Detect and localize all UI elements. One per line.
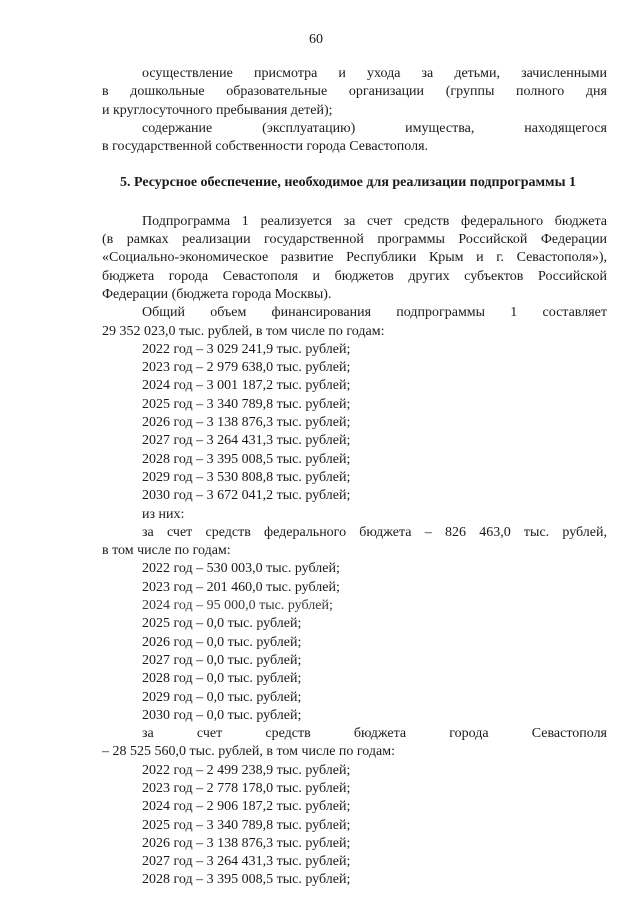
city-year-2027: 2027 год – 3 264 431,3 тыс. рублей;	[142, 854, 351, 870]
para1-line-3: «Социально-экономическое развитие Республики Крым и г. Севастополя»),	[102, 250, 607, 266]
total-year-2029: 2029 год – 3 530 808,8 тыс. рублей;	[142, 469, 351, 485]
federal-year-2028: 2028 год – 0,0 тыс. рублей;	[142, 671, 302, 687]
federal-year-2022: 2022 год – 530 003,0 тыс. рублей;	[142, 561, 340, 577]
city-line-2: – 28 525 560,0 тыс. рублей, в том числе по годам:	[102, 744, 395, 760]
total-year-2024: 2024 год – 3 001 187,2 тыс. рублей;	[142, 378, 351, 394]
total-year-2025: 2025 год – 3 340 789,8 тыс. рублей;	[142, 396, 351, 412]
of-them-label: из них:	[142, 506, 185, 522]
city-year-2024: 2024 год – 2 906 187,2 тыс. рублей;	[142, 799, 351, 815]
federal-year-2027: 2027 год – 0,0 тыс. рублей;	[142, 652, 302, 668]
federal-year-2025: 2025 год – 0,0 тыс. рублей;	[142, 616, 302, 632]
total-year-2030: 2030 год – 3 672 041,2 тыс. рублей;	[142, 488, 351, 504]
federal-line-2: в том числе по годам:	[102, 543, 231, 559]
city-year-2025: 2025 год – 3 340 789,8 тыс. рублей;	[142, 817, 351, 833]
intro-line-1: осуществление присмотра и ухода за детьми, зачисленными	[142, 66, 607, 81]
intro-line-4: содержание (эксплуатацию) имущества, находящегося	[142, 120, 607, 136]
para1-line-2: (в рамках реализации государственной программы Российской Федерации	[102, 232, 607, 248]
page-number: 60	[309, 32, 323, 47]
section-heading: 5. Ресурсное обеспечение, необходимое для реализации подпрограммы 1	[120, 175, 577, 191]
city-year-2023: 2023 год – 2 778 178,0 тыс. рублей;	[142, 780, 351, 796]
total-line-2: 29 352 023,0 тыс. рублей, в том числе по годам:	[102, 323, 385, 339]
city-year-2022: 2022 год – 2 499 238,9 тыс. рублей;	[142, 762, 351, 778]
total-year-2023: 2023 год – 2 979 638,0 тыс. рублей;	[142, 360, 351, 376]
federal-year-2029: 2029 год – 0,0 тыс. рублей;	[142, 689, 302, 705]
city-line-1: за счет средств бюджета города Севастополя	[142, 726, 607, 742]
intro-line-5: в государственной собственности города Севастополя.	[102, 139, 429, 155]
federal-year-2024: 2024 год – 95 000,0 тыс. рублей;	[142, 598, 333, 614]
intro-line-2: в дошкольные образовательные организации (группы полного дня	[102, 84, 607, 100]
federal-year-2030: 2030 год – 0,0 тыс. рублей;	[142, 707, 302, 723]
para1-line-4: бюджета города Севастополя и бюджетов других субъектов Российской	[102, 268, 607, 284]
document-body	[102, 65, 607, 890]
intro-line-3: и круглосуточного пребывания детей);	[102, 102, 333, 118]
total-year-2028: 2028 год – 3 395 008,5 тыс. рублей;	[142, 451, 351, 467]
federal-year-2026: 2026 год – 0,0 тыс. рублей;	[142, 634, 302, 650]
city-year-2028: 2028 год – 3 395 008,5 тыс. рублей;	[142, 872, 351, 888]
para1-line-5: Федерации (бюджета города Москвы).	[102, 286, 332, 302]
para1-line-1: Подпрограмма 1 реализуется за счет средств федерального бюджета	[142, 213, 607, 229]
total-line-1: Общий объем финансирования подпрограммы 1 составляет	[142, 305, 607, 321]
total-year-2022: 2022 год – 3 029 241,9 тыс. рублей;	[142, 341, 351, 357]
federal-line-1: за счет средств федерального бюджета – 826 463,0 тыс. рублей,	[142, 524, 607, 540]
city-year-2026: 2026 год – 3 138 876,3 тыс. рублей;	[142, 835, 351, 851]
total-year-2026: 2026 год – 3 138 876,3 тыс. рублей;	[142, 415, 351, 431]
federal-year-2023: 2023 год – 201 460,0 тыс. рублей;	[142, 579, 340, 595]
total-year-2027: 2027 год – 3 264 431,3 тыс. рублей;	[142, 433, 351, 449]
